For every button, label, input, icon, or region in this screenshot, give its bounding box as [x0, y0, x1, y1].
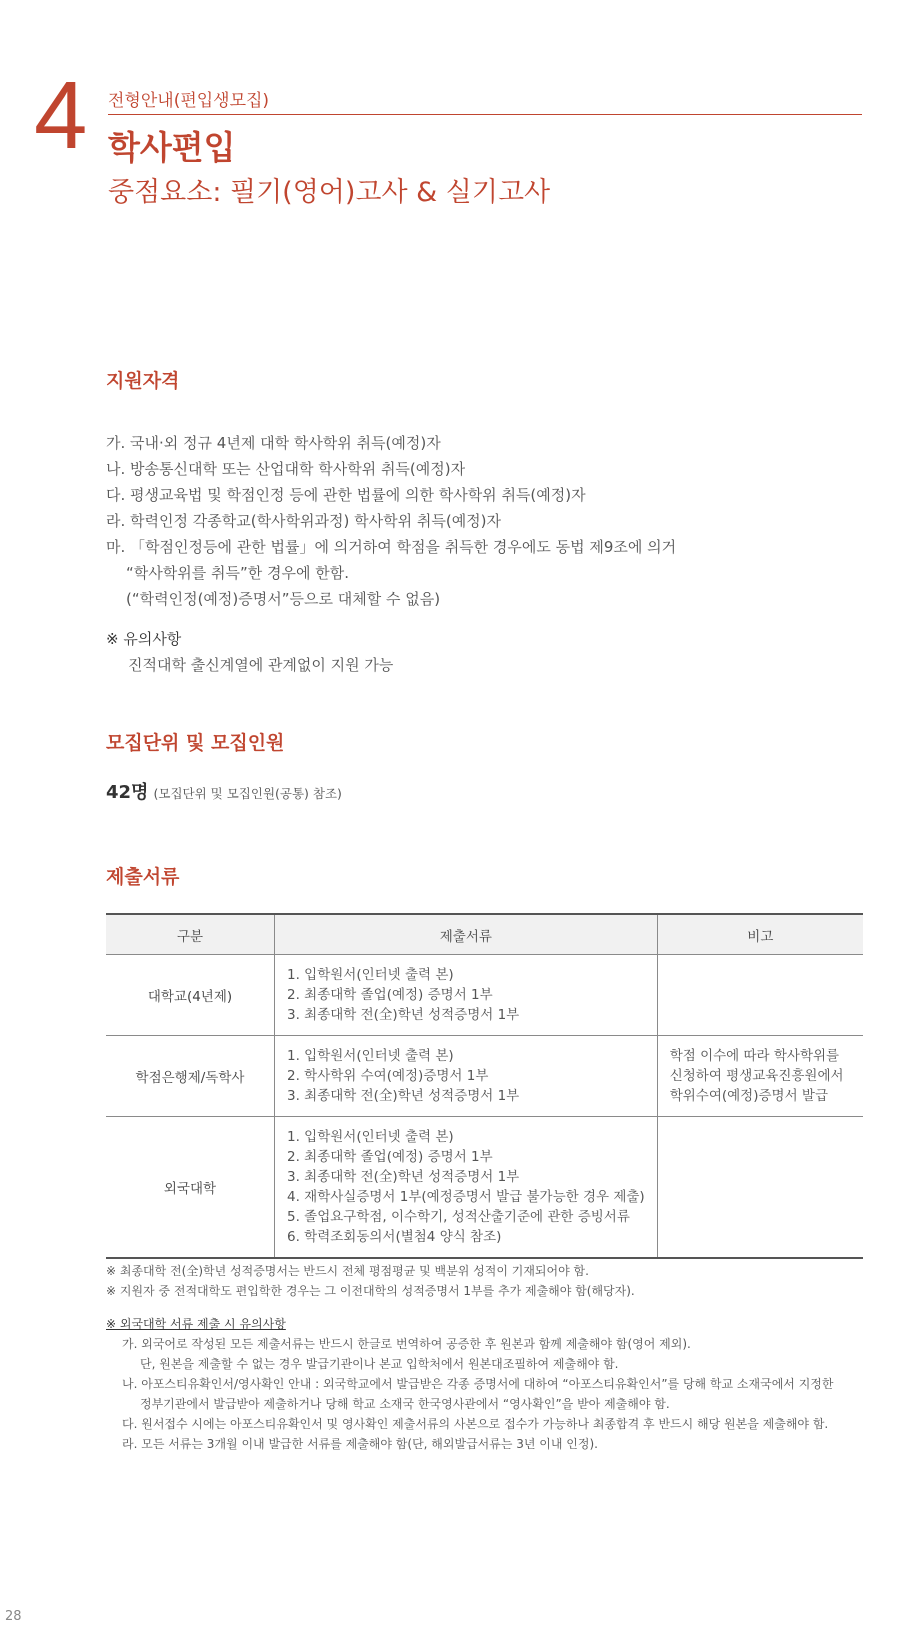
document-item: 4. 재학사실증명서 1부(예정증명서 발급 불가능한 경우 제출) [287, 1189, 645, 1205]
table-row [106, 1117, 863, 1259]
qualification-item: 다. 평생교육법 및 학점인정 등에 관한 법률에 의한 학사학위 취득(예정)자 [106, 486, 586, 504]
category-label: 전형안내(편입생모집) [108, 91, 270, 111]
document-item: 1. 입학원서(인터넷 출력 본) [287, 967, 454, 983]
row-category: 대학교(4년제) [147, 989, 233, 1005]
footnote: ※ 지원자 중 전적대학도 편입학한 경우는 그 이전대학의 성적증명서 1부를 추가 제출해야 함(해당자). [106, 1284, 635, 1298]
foreign-note-item: 라. 모든 서류는 3개월 이내 발급한 서류를 제출해야 함(단, 해외발급서류는 3년 이내 인정). [122, 1437, 598, 1451]
document-item: 2. 최종대학 졸업(예정) 증명서 1부 [287, 1149, 493, 1165]
foreign-note-continuation: 단, 원본을 제출할 수 없는 경우 발급기관이나 본교 입학처에서 원본대조필하여 제출해야 함. [140, 1357, 619, 1371]
page-number: 28 [5, 1609, 22, 1624]
qualification-item: 라. 학력인정 각종학교(학사학위과정) 학사학위 취득(예정)자 [106, 512, 502, 530]
row-remark [657, 1036, 863, 1117]
document-item: 2. 학사학위 수여(예정)증명서 1부 [287, 1068, 489, 1084]
table-row [106, 1036, 863, 1117]
foreign-notes [106, 1314, 834, 1454]
qualification-item: 마. 「학점인정등에 관한 법률」에 의거하여 학점을 취득한 경우에도 동법 제9조에 의거 [106, 538, 677, 556]
documents-table [106, 913, 863, 1259]
table-footnotes [106, 1261, 635, 1301]
quota-line [106, 778, 342, 804]
row-documents [275, 1036, 658, 1117]
quota-reference: (모집단위 및 모집인원(공통) 참조) [153, 786, 342, 801]
column-header: 비고 [657, 914, 863, 955]
document-item: 1. 입학원서(인터넷 출력 본) [287, 1129, 454, 1145]
qualification-item: 가. 국내·외 정규 4년제 대학 학사학위 취득(예정)자 [106, 434, 441, 452]
foreign-notes-heading: ※ 외국대학 서류 제출 시 유의사항 [106, 1317, 286, 1331]
column-header: 구분 [106, 914, 275, 955]
row-category: 학점은행제/독학사 [106, 1036, 275, 1117]
qualification-item: “학사학위를 취득”한 경우에 한함. [126, 564, 349, 582]
row-category: 외국대학 [106, 1117, 275, 1259]
document-item: 3. 최종대학 전(全)학년 성적증명서 1부 [287, 1007, 520, 1023]
remark-line: 신청하여 평생교육진흥원에서 [669, 1068, 844, 1084]
quota-title: 모집단위 및 모집인원 [106, 732, 285, 754]
row-remark [657, 955, 863, 1036]
document-item: 5. 졸업요구학점, 이수학기, 성적산출기준에 관한 증빙서류 [287, 1209, 630, 1225]
table-row [106, 955, 863, 1036]
foreign-note-item: 나. 아포스티유확인서/영사확인 안내 : 외국학교에서 발급받은 각종 증명서에 대하여 “아포스티유확인서”를 당해 학교 소재국에서 지정한 [122, 1377, 834, 1391]
qualification-item: (“학력인정(예정)증명서”등으로 대체할 수 없음) [126, 590, 441, 608]
page-title: 학사편입 [108, 128, 236, 167]
footnote: ※ 최종대학 전(全)학년 성적증명서는 반드시 전체 평점평균 및 백분위 성적이 기재되어야 함. [106, 1264, 589, 1278]
documents-title: 제출서류 [106, 866, 180, 888]
qualification-title: 지원자격 [106, 370, 180, 392]
header-divider [108, 114, 862, 115]
column-header: 제출서류 [275, 914, 658, 955]
foreign-note-item: 가. 외국어로 작성된 모든 제출서류는 반드시 한글로 번역하여 공증한 후 원본과 함께 제출해야 함(영어 제외). [122, 1337, 691, 1351]
quota-count: 42명 [106, 782, 149, 803]
document-item: 3. 최종대학 전(全)학년 성적증명서 1부 [287, 1169, 520, 1185]
remark-line: 학점 이수에 따라 학사학위를 [669, 1048, 840, 1064]
document-item: 3. 최종대학 전(全)학년 성적증명서 1부 [287, 1088, 520, 1104]
row-documents [275, 955, 658, 1036]
chapter-number: 4 [34, 62, 88, 169]
document-item: 1. 입학원서(인터넷 출력 본) [287, 1048, 454, 1064]
remark-line: 학위수여(예정)증명서 발급 [669, 1088, 828, 1104]
foreign-note-continuation: 정부기관에서 발급받아 제출하거나 당해 학교 소재국 한국영사관에서 “영사확인”을 받아 제출해야 함. [140, 1397, 670, 1411]
note-heading: ※ 유의사항 [106, 630, 182, 648]
qualification-item: 나. 방송통신대학 또는 산업대학 학사학위 취득(예정)자 [106, 460, 466, 478]
qualification-list [106, 430, 676, 612]
row-remark [657, 1117, 863, 1259]
document-item: 2. 최종대학 졸업(예정) 증명서 1부 [287, 987, 493, 1003]
document-item: 6. 학력조회동의서(별첨4 양식 참조) [287, 1229, 502, 1245]
foreign-note-item: 다. 원서접수 시에는 아포스티유확인서 및 영사확인 제출서류의 사본으로 접수가 가능하나 최종합격 후 반드시 해당 원본을 제출해야 함. [122, 1417, 829, 1431]
qualification-note [106, 626, 393, 678]
page-subtitle: 중점요소: 필기(영어)고사 & 실기고사 [108, 177, 551, 208]
table-header-row [106, 914, 863, 955]
row-documents [275, 1117, 658, 1259]
note-body: 진적대학 출신계열에 관계없이 지원 가능 [128, 656, 394, 674]
